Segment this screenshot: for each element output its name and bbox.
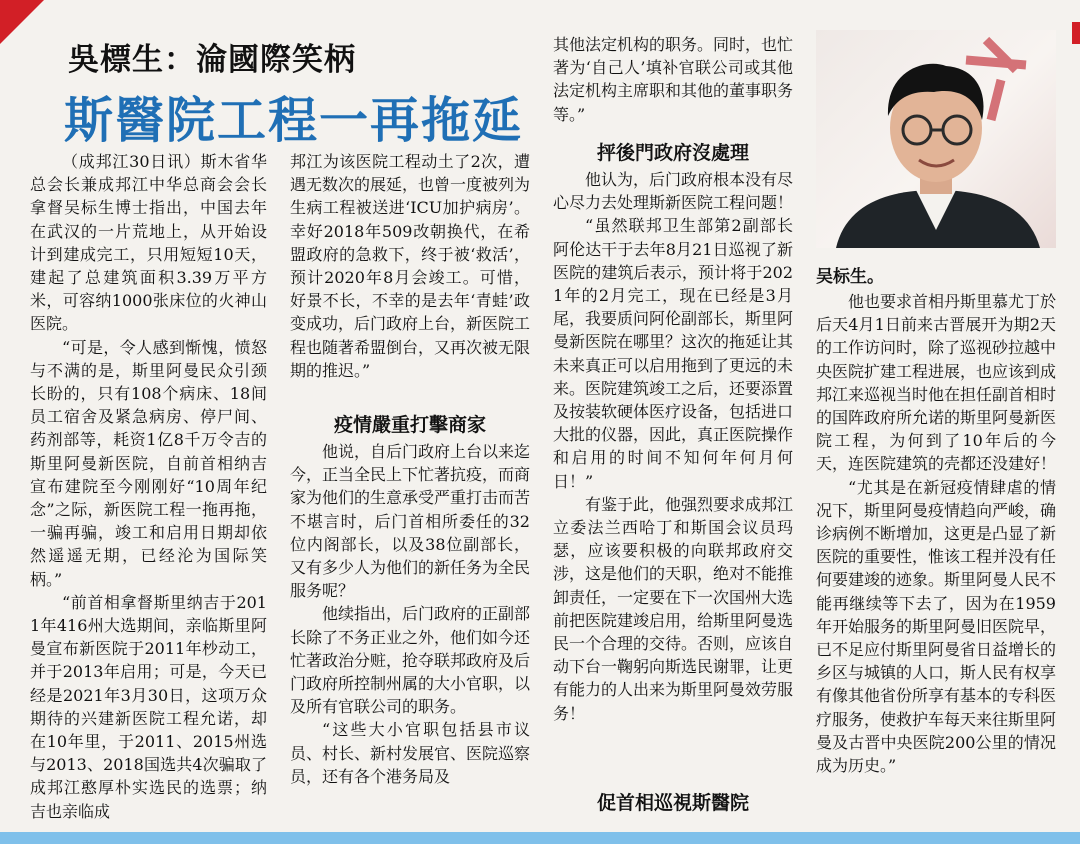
article-column-1 (30, 150, 267, 826)
paragraph: 他续指出，后门政府的正副部长除了不务正业之外，他们如今还忙著政治分赃，抢夺联邦政府及后门政府所控制州属的大小官职，以及所有官联公司的职务。 (290, 604, 530, 717)
article-column-3-middle (553, 168, 793, 780)
portrait-photo (816, 30, 1056, 248)
paragraph: “前首相拿督斯里纳吉于2011年416州大选期间，亲临斯里阿曼宣布新医院于2011年杪动工，并于2013年启用；可是，今天已经是2021年3月30日，这项万众期待的兴建新医院工程允诺，却在10年里，于2011、2015州选与2013、2018国选共4次骗取了成邦江憨厚朴实选民的选票；纳吉也亲临成 (30, 592, 267, 821)
paragraph: 有鉴于此，他强烈要求成邦江立委法兰西哈丁和斯国会议员玛瑟，应该要积极的向联邦政府交涉，这是他们的天职，绝对不能推卸责任，一定要在下一次国州大选前把医院建竣启用，给斯里阿曼选民一个合理的交待。否则，应该自动下台一鞠躬向斯选民谢罪，让更有能力的人出来为斯里阿曼效劳服务！ (553, 494, 793, 723)
paragraph: 他也要求首相丹斯里慕尤丁於后天4月1日前来古晋展开为期2天的工作访问时，除了巡视砂拉越中央医院扩建工程进展，也应该到成邦江来巡视当时他在担任副首相时的国阵政府所允诺的斯里阿曼新医院工程，为何到了10年后的今天，连医院建筑的壳都还没建好！ (816, 292, 1056, 474)
article-column-3 (553, 33, 793, 127)
page-edge-accent (1072, 22, 1080, 44)
paragraph: “可是，令人感到惭愧，愤怒与不满的是，斯里阿曼民众引颈长盼的，只有108个病床、18间员工宿舍及紧急病房、停尸间、药剂部等，耗资1亿8千万令吉的斯里阿曼新医院，自前首相纳吉宣布建院至今刚刚好“10周年纪念”之际，新医院工程一拖再拖，一骗再骗，竣工和启用日期却依然遥遥无期，已经沦为国际笑柄。” (30, 337, 267, 589)
paragraph: “尤其是在新冠疫情肆虐的情况下，斯里阿曼疫情趋向严峻，确诊病例不断增加，这更是凸显了新医院的重要性，惟该工程并没有任何要建竣的迹象。斯里阿曼人民不能再继续等下去了，因为在1959年开始服务的斯里阿曼旧医院早，已不足应付斯里阿曼省日益增长的乡区与城镇的人口，斯人民有权享有像其他省份所享有基本的专科医疗服务，使救护车每天来往斯里阿曼及古晋中央医院200公里的情况成为历史。” (816, 477, 1056, 776)
article-column-2 (290, 150, 530, 398)
paragraph: 其他法定机构的职务。同时，也忙著为‘自己人’填补官联公司或其他法定机构主席职和其他的董事职务等。” (553, 35, 793, 124)
portrait-photo-icon (816, 30, 1056, 248)
paragraph: “虽然联邦卫生部第2副部长阿伦达干于去年8月21日巡视了新医院的建筑后表示，预计将于2021年的2月完工，现在已经是3月尾，我要质问阿伦副部长，斯里阿曼新医院在哪里？这次的拖延让其未来真正可以启用拖到了更远的未来。医院建筑竣工之后，还要添置及按装软硬体医疗设备，包括进口大批的仪器，因此，真正医院操作和启用的时间不知何年何月何日！” (553, 216, 793, 491)
photo-caption: 吴标生。 (816, 267, 884, 287)
paragraph: 邦江为该医院工程动土了2次，遭遇无数次的展延，也曾一度被列为生病工程被送进‘ICU加护病房’。幸好2018年509改朝换代，在希盟政府的急救下，终于被‘救活’，预计2020年8月会竣工。可惜，好景不长，不幸的是去年‘青蛙’政变成功，后门政府上台，新医院工程也随著希盟倒台，又再次被无限期的推迟。” (290, 152, 530, 380)
article-kicker: 吳標生：淪國際笑柄 (68, 42, 356, 78)
section-subhead: 促首相巡視斯醫院 (596, 792, 749, 814)
paragraph: “这些大小官职包括县市议员、村长、新村发展官、医院巡察员，还有各个港务局及 (290, 720, 530, 786)
section-subhead: 抨後門政府沒處理 (596, 142, 749, 164)
bottom-border-strip (0, 832, 1080, 844)
article-column-4 (816, 290, 1056, 826)
section-subhead: 疫情嚴重打擊商家 (333, 414, 486, 436)
paragraph: 他认为，后门政府根本没有尽心尽力去处理斯新医院工程问题！ (553, 170, 793, 213)
paragraph: （成邦江30日讯）斯木省华总会长兼成邦江中华总商会会长拿督吴标生博士指出，中国去年在武汉的一片荒地上，从开始设计到建成完工，只用短短10天，建起了总建筑面积3.39万平方米，可容纳1000张床位的火神山医院。 (30, 152, 267, 334)
article-column-2-lower (290, 440, 530, 826)
paragraph: 他说，自后门政府上台以来迄今，正当全民上下忙著抗疫，而商家为他们的生意承受严重打击而苦不堪言时，后门首相所委任的32位内阁部长，以及38位副部长，又有多少人为他们的新任务为全民服务呢？ (290, 442, 530, 601)
corner-accent (0, 0, 44, 44)
article-headline: 斯醫院工程一再拖延 (64, 92, 524, 149)
